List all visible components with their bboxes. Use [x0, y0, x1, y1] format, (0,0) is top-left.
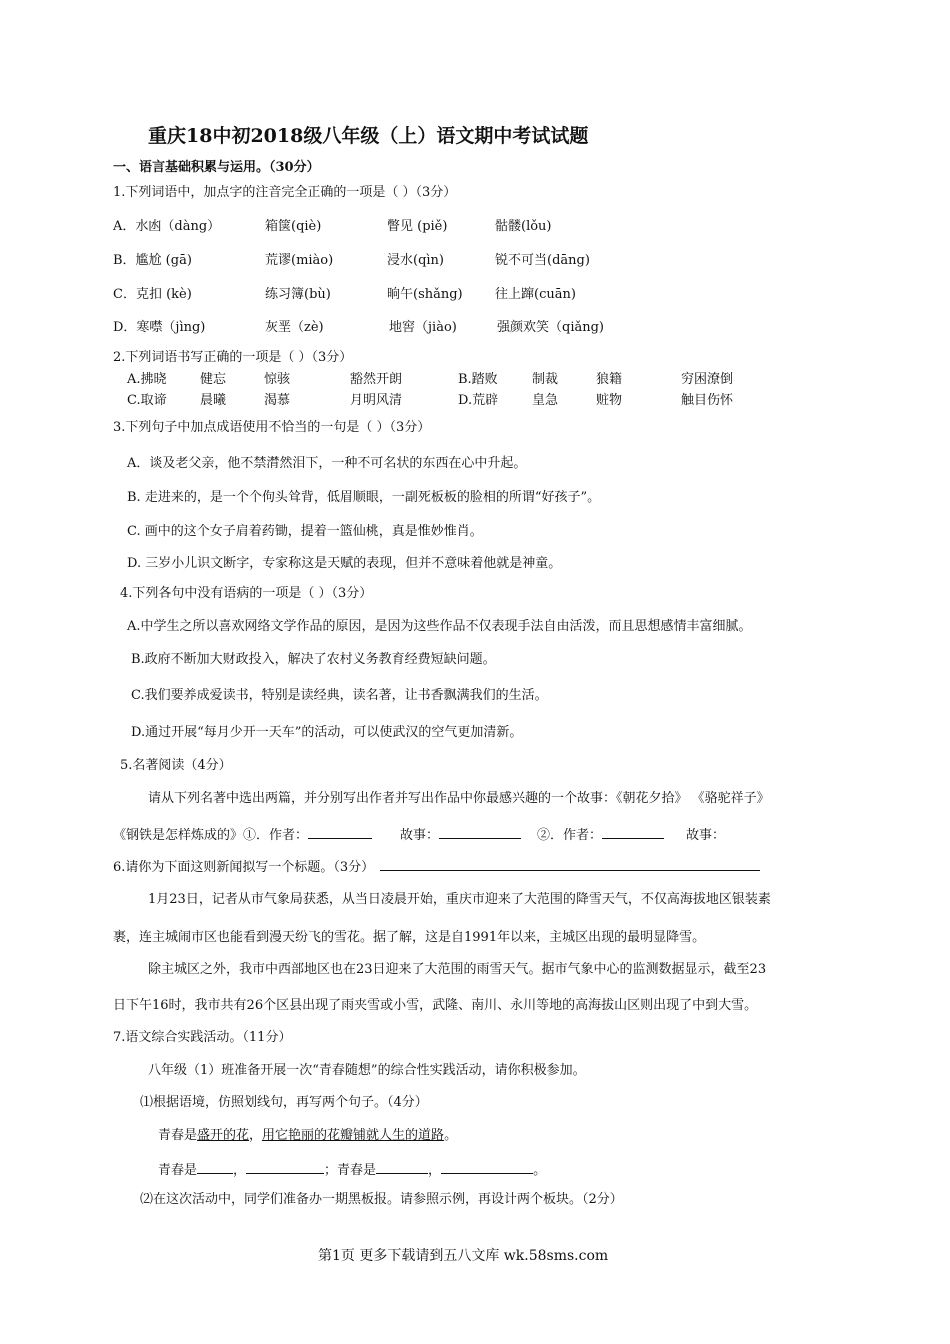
q2-r1-4: 豁然开朗 [350, 372, 403, 387]
q1-a-4: 骷髅(lǒu) [495, 219, 552, 234]
q2-r2-2: 晨曦 [200, 393, 227, 408]
q2-r1-8: 穷困潦倒 [681, 372, 734, 387]
q1-d-1: D．寒噤（jìng) [113, 320, 206, 335]
q7-example-end: 。 [444, 1128, 458, 1143]
q2-r2-1: C.取谛 [127, 393, 167, 408]
q2-r2-7: 赃物 [596, 393, 623, 408]
q2-stem: 2.下列词语书写正确的一项是（ ）（3分） [113, 350, 353, 365]
q1-b-3: 浸水(qìn) [387, 253, 444, 268]
q5-instructions: 请从下列名著中选出两篇，并分别写出作者并写出作品中你最感兴趣的一个故事：《朝花夕拾》 《骆驼祥子》 [148, 791, 770, 806]
q7-fill-comma-2: ， [428, 1163, 442, 1178]
q5-story2-label: 故事： [686, 828, 726, 843]
q7-example-pre: 青春是 [158, 1128, 198, 1143]
q6-paragraph-1a: 1月23日，记者从市气象局获悉，从当日凌晨开始，重庆市迎来了大范围的降雪天气，不仅高海拔地区银装素 [148, 892, 771, 907]
q7-intro: 八年级（1）班准备开展一次“青春随想”的综合性实践活动，请你积极参加。 [148, 1063, 586, 1078]
q1-a-1: A．水凼（dàng） [113, 219, 221, 234]
q1-c-4: 往上蹿(cuān) [495, 287, 576, 302]
q1-c-2: 练习簿(bù) [265, 287, 331, 302]
q1-a-3: 瞥见 (piě) [387, 219, 448, 234]
q7-fill-semi: ；青春是 [324, 1163, 377, 1178]
q5-story1-blank[interactable] [439, 826, 521, 839]
q5-answer-line [113, 826, 725, 844]
q5-story1-label: 故事： [400, 828, 440, 843]
q3-option-c: C. 画中的这个女子肩着药锄，提着一篮仙桃，真是惟妙惟肖。 [127, 524, 483, 539]
q7-fill-blank-1[interactable] [197, 1161, 233, 1174]
q3-stem: 3.下列句子中加点成语使用不恰当的一句是（ ）（3分） [113, 420, 431, 435]
q7-fill-end: 。 [533, 1163, 547, 1178]
q4-option-c: C.我们要养成爱读书，特别是读经典，读名著，让书香飘满我们的生活。 [131, 688, 548, 703]
q1-c-3: 晌午(shǎng) [387, 287, 463, 302]
q2-r1-1: A.拂晓 [127, 372, 167, 387]
q1-d-4: 强颜欢笑（qiǎng) [497, 320, 604, 335]
q2-r1-5: B.踏败 [458, 372, 498, 387]
q1-stem: 1.下列词语中，加点字的注音完全正确的一项是（ ）（3分） [113, 185, 457, 200]
q1-c-1: C．克扣 (kè) [113, 287, 192, 302]
q6-line [113, 858, 760, 876]
q6-stem: 6.请你为下面这则新闻拟写一个标题。（3分） [113, 860, 375, 875]
q5-author2-label: ②．作者： [537, 828, 603, 843]
q4-stem: 4.下列各句中没有语病的一项是（ ）（3分） [120, 586, 373, 601]
q1-d-3: 地窖（jiào) [389, 320, 457, 335]
q1-d-2: 灰垩（zè) [265, 320, 324, 335]
q2-r2-8: 触目伤怀 [681, 393, 734, 408]
q7-example-sentence [158, 1128, 457, 1144]
q1-b-4: 锐不可当(dāng) [495, 253, 590, 268]
q5-book-author-label: 《钢铁是怎样炼成的》①．作者： [113, 828, 309, 843]
q2-r2-3: 渴慕 [264, 393, 291, 408]
q1-a-2: 箱箧(qiè) [265, 219, 322, 234]
q7-fill-sentence [158, 1161, 546, 1179]
q5-author1-blank[interactable] [308, 826, 372, 839]
q1-b-2: 荒谬(miào) [265, 253, 334, 268]
q6-paragraph-1b: 裹，连主城闹市区也能看到漫天纷飞的雪花。据了解，这是自1991年以来，主城区出现的最明显降雪。 [113, 930, 706, 945]
q2-r2-5: D.荒辟 [458, 393, 499, 408]
q7-example-mid: ， [249, 1128, 263, 1143]
q4-option-d: D.通过开展“每月少开一天车”的活动，可以使武汉的空气更加清新。 [131, 725, 523, 740]
q7-sub-1: ⑴根据语境，仿照划线句，再写两个句子。（4分） [140, 1095, 428, 1110]
q4-option-b: B.政府不断加大财政投入，解决了农村义务教育经费短缺问题。 [131, 652, 496, 667]
q1-b-1: B．尴尬 (gā) [113, 253, 192, 268]
q3-option-a: A．谈及老父亲，他不禁潸然泪下，一种不可名状的东西在心中升起。 [127, 456, 527, 471]
q6-title-blank[interactable] [380, 858, 760, 871]
q5-author2-blank[interactable] [602, 826, 664, 839]
q2-r2-6: 皇急 [532, 393, 559, 408]
q7-fill-blank-4[interactable] [441, 1161, 533, 1174]
q2-r1-3: 惊骇 [264, 372, 291, 387]
q3-option-b: B. 走进来的，是一个个佝头耸背，低眉顺眼，一副死板板的脸相的所谓“好孩子”。 [127, 490, 601, 505]
q2-r1-7: 狼籍 [596, 372, 623, 387]
q7-example-underline-2: 用它艳丽的花瓣铺就人生的道路 [262, 1128, 445, 1143]
page-title: 重庆18中初2018级八年级（上）语文期中考试试题 [148, 125, 589, 147]
page-footer: 第1页 更多下载请到五八文库 wk.58sms.com [318, 1248, 609, 1264]
q4-option-a: A.中学生之所以喜欢网络文学作品的原因，是因为这些作品不仅表现手法自由活泼，而且思想感情丰富细腻。 [127, 619, 752, 634]
q7-fill-comma: ， [233, 1163, 247, 1178]
q2-r1-6: 制裁 [532, 372, 559, 387]
q5-stem: 5.名著阅读（4分） [120, 758, 232, 773]
section-heading: 一、语言基础积累与运用。（30分） [113, 160, 320, 175]
q3-option-d: D. 三岁小儿识文断字，专家称这是天赋的表现，但并不意味着他就是神童。 [127, 556, 562, 571]
q7-fill-blank-3[interactable] [376, 1161, 428, 1174]
q7-fill-blank-2[interactable] [246, 1161, 324, 1174]
q7-example-underline-1: 盛开的花 [197, 1128, 250, 1143]
q7-sub-2: ⑵在这次活动中，同学们准备办一期黑板报。请参照示例，再设计两个板块。（2分） [140, 1192, 623, 1207]
q7-stem: 7.语文综合实践活动。（11分） [113, 1030, 292, 1045]
q2-r2-4: 月明风清 [350, 393, 403, 408]
q2-r1-2: 健忘 [200, 372, 227, 387]
q6-paragraph-2a: 除主城区之外，我市中西部地区也在23日迎来了大范围的雨雪天气。据市气象中心的监测数据显示，截至23 [148, 962, 767, 977]
q6-paragraph-2b: 日下午16时，我市共有26个区县出现了雨夹雪或小雪，武隆、南川、永川等地的高海拔山区则出现了中到大雪。 [113, 998, 758, 1013]
q7-fill-pre: 青春是 [158, 1163, 198, 1178]
